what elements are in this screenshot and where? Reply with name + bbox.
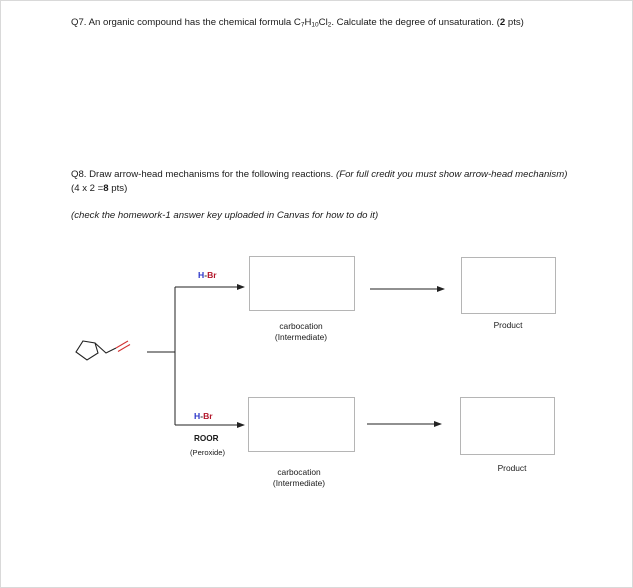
question-8-note: (check the homework-1 answer key uploaded in Canvas for how to do it) — [71, 210, 379, 221]
caption-intermediate-label-bottom: (Intermediate) — [272, 477, 326, 488]
caption-intermediate-bottom — [249, 467, 349, 488]
caption-carbocation-bottom: carbocation — [277, 467, 321, 477]
cyclopentane-ring — [76, 341, 98, 360]
reagent-roor: ROOR — [194, 434, 219, 443]
product-box-bottom[interactable] — [460, 397, 555, 455]
intermediate-box-bottom[interactable] — [248, 397, 355, 452]
reagent-hbr-bottom: H-Br — [194, 411, 213, 421]
question-8: Q8. Draw arrow-head mechanisms for the following reactions. (For full credit you must show arrow-head mechanism)(4 x 2 =8 pts) — [71, 169, 568, 194]
reagent-hbr-top: H-Br — [198, 270, 217, 280]
reagent-peroxide: (Peroxide) — [190, 448, 226, 457]
caption-intermediate-top — [251, 321, 351, 342]
product-box-top[interactable] — [461, 257, 556, 314]
caption-intermediate-label-top: (Intermediate) — [274, 331, 328, 342]
intermediate-box-top[interactable] — [249, 256, 355, 311]
alkyl-chain — [95, 343, 116, 353]
caption-product-bottom: Product — [497, 463, 527, 473]
caption-carbocation-top: carbocation — [279, 321, 323, 331]
caption-product-top: Product — [493, 320, 523, 330]
question-7: Q7. An organic compound has the chemical formula $C_7H_{10}Cl_2$. Calculate the degree of unsaturation. (2 pts) — [71, 17, 524, 29]
